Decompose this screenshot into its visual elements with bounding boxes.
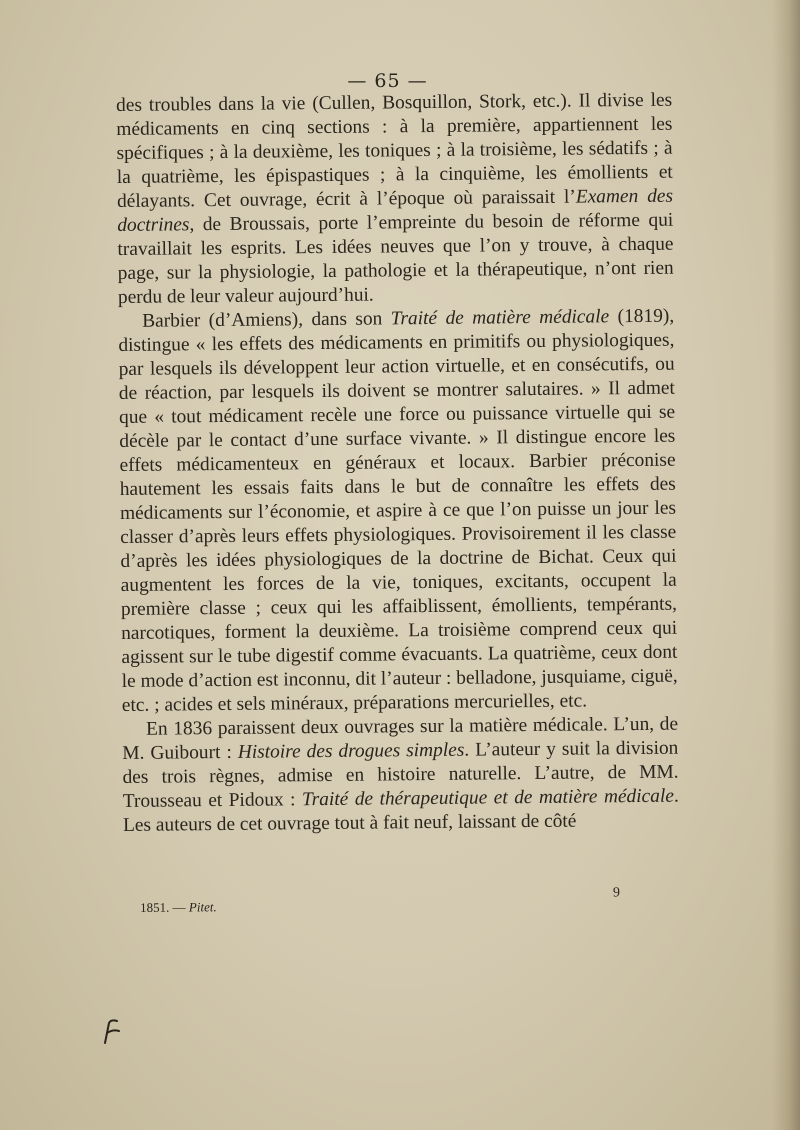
text-segment: , de Broussais, porte l’empreinte du besoin de réforme qui travaillait les esprits. Les idées neuves que l’on y trouve, à chaque page, sur la physiologie, la pathologie et la thérapeutique, n’ont rien perdu de leur valeur aujourd’hui. (117, 209, 674, 308)
page-edge-shadow (772, 0, 800, 1130)
paragraph-3 (122, 713, 679, 838)
page-footer (140, 885, 621, 918)
text-segment: . Les auteurs de cet ouvrage tout à fait neuf, laissant de côté (122, 785, 679, 836)
text-segment: (1819), distingue « les effets des médicaments en primitifs ou physiologiques, par lesquels ils développent leur action virtuelle, et en consécutifs, ou de réaction, par lesquels ils doivent se montrer salutaires. » Il admet que « tout médicament recèle une force ou puissance virtuelle qui se décèle par le contact d’une surface vivante. » Il distingue encore les effets médicamenteux en généraux et locaux. Barbier préconise hautement les essais faits dans le but de connaître les effets des médicaments sur l’économie, et aspire à ce que l’on puisse un jour les classer d’après leurs effets physiologiques. Provisoirement il les classe d’après les idées physiologiques de la doctrine de Bichat. Ceux qui augmentent les forces de la vie, toniques, excitants, occupent la première classe ; ceux qui les affaiblissent, émollients, tempérants, narcotiques, forment la deuxième. La troisième comprend ceux qui agissent sur le tube digestif comme évacuants. La quatrième, ceux dont le mode d’action est inconnu, dit l’auteur : belladone, jusquiame, ciguë, etc. ; acides et sels minéraux, préparations mercurielles, etc. (118, 305, 678, 716)
text-segment: . L’auteur y suit la division des trois règnes, admise en histoire naturelle. L’autre, de MM. Trousseau et Pidoux : (122, 737, 679, 812)
italic-title-traite-de-matiere-medicale: Traité de matière médicale (390, 306, 610, 330)
italic-title-traite-de-therapeutique: Traité de thérapeutique et de matière médicale (301, 785, 674, 811)
text-segment: des troubles dans la vie (Cullen, Bosquillon, Stork, etc.). Il divise les médicaments en cinq sections : à la première, appartiennent les spécifiques ; à la deuxième, les toniques ; à la troisième, les sédatifs ; à la quatrième, les épispastiques ; à la cinquième, les émollients et délayants. Cet ouvrage, écrit à l’époque où paraissait l’ (116, 89, 673, 212)
text-segment: En 1836 paraissent deux ouvrages sur la matière médicale. L’un, de M. Guibourt : (122, 713, 679, 764)
italic-title-examen-des-doctrines: Examen des doctrines (117, 185, 674, 236)
pen-mark-icon (95, 1015, 125, 1045)
footer-separator: — (169, 899, 189, 915)
footer-year: 1851. (140, 899, 170, 915)
footer-author: Pitet. (188, 899, 217, 915)
page-number: — 65 — (347, 70, 428, 92)
signature-mark: 9 (612, 885, 621, 901)
italic-title-histoire-des-drogues-simples: Histoire des drogues simples (237, 739, 465, 763)
paragraph-2 (118, 305, 678, 718)
footer-note (140, 899, 217, 916)
paragraph-1 (116, 89, 674, 310)
text-segment: Barbier (d’Amiens), dans son (142, 308, 391, 332)
body-text (116, 89, 679, 838)
